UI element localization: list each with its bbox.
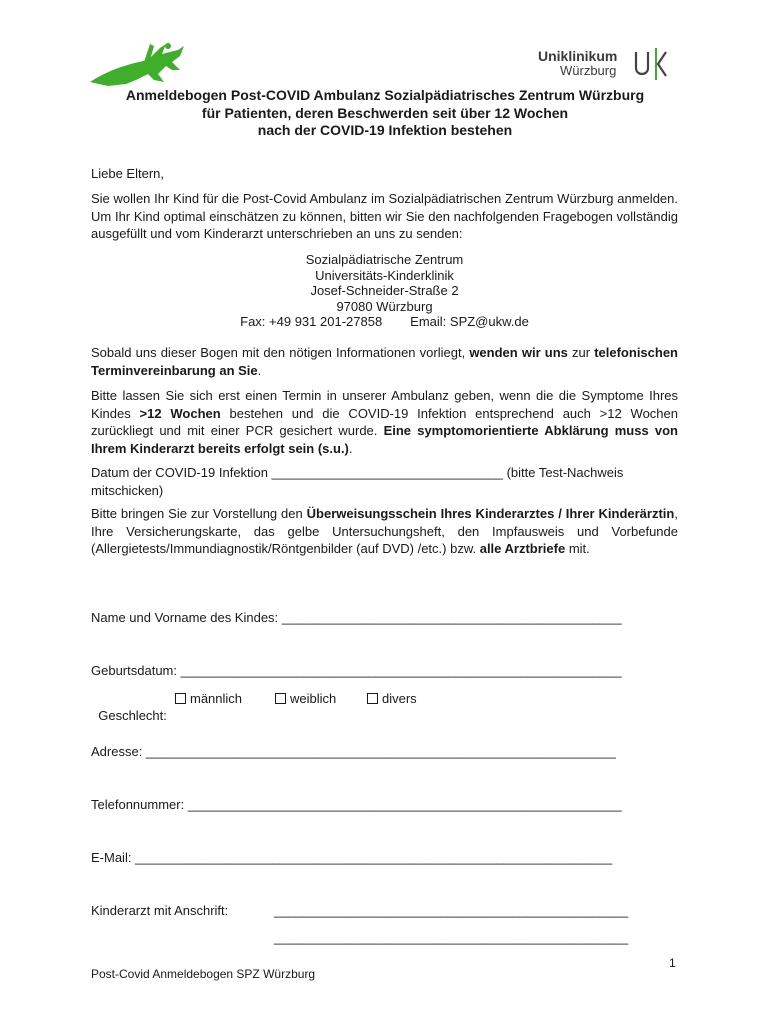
birthdate-field[interactable]: Geburtsdatum: _____________________________________________________________ [91, 663, 622, 678]
text-segment: , Ihre Versicherungskarte, das gelbe Untersuchungsheft, den Impfausweis und Vorbefunde (Allergietests/Immundiagnostik/Röntgenbilder (auf DVD) /etc.) bzw. [91, 506, 678, 556]
checkbox-female[interactable] [275, 693, 286, 704]
email-address: Email: SPZ@ukw.de [410, 314, 529, 329]
org-name: Uniklinikum [538, 48, 618, 64]
pediatrician-field-1[interactable]: _________________________________________________ [274, 903, 629, 918]
address-line-4: 97080 Würzburg [336, 298, 433, 314]
intro-paragraph: Sie wollen Ihr Kind für die Post-Covid Ambulanz im Sozialpädiatrischen Zentrum Würzburg anmelden. Um Ihr Kind optimal einschätzen zu können, bitten wir Sie den nachfolgenden Fragebogen vollständig ausgefüllt und vom Kinderarzt unterschrieben an uns zu senden: [91, 191, 678, 241]
uniklinikum-logo [538, 46, 678, 82]
infection-date-field[interactable]: Datum der COVID-19 Infektion ________________________________ (bitte Test-Nachweis mitschicken) [91, 465, 624, 498]
text-segment: Bitte lassen Sie sich erst einen Termin in unserer Ambulanz geben, wenn die die Symptome Ihres Kindes [91, 388, 678, 421]
footer-text: Post-Covid Anmeldebogen SPZ Würzburg [91, 967, 316, 981]
text-segment: bestehen und die COVID-19 Infektion entsprechend auch >12 Wochen zurückliegt und mit einer PCR gesichert wurde. [91, 405, 678, 438]
text-segment: mit. [565, 541, 590, 556]
child-name-field[interactable]: Name und Vorname des Kindes: _______________________________________________ [91, 610, 622, 625]
text-segment: . [348, 440, 353, 456]
gender-label: Geschlecht: [98, 708, 167, 723]
gender-diverse-option[interactable] [367, 690, 417, 707]
bold-segment: telefonischen Terminvereinbarung an Sie [91, 345, 678, 378]
symptoms-paragraph [91, 387, 678, 457]
documents-paragraph [91, 505, 678, 558]
email-field[interactable]: E-Mail: __________________________________________________________________ [91, 850, 613, 865]
phone-field[interactable]: Telefonnummer: ____________________________________________________________ [91, 797, 622, 812]
gender-row [91, 690, 681, 775]
address-line-3: Josef-Schneider-Straße 2 [310, 283, 459, 298]
text-segment: zur [567, 345, 595, 360]
title-line-2: für Patienten, deren Beschwerden seit über 12 Wochen [201, 104, 569, 121]
address-line-1: Sozialpädiatrische Zentrum [305, 252, 464, 267]
bold-segment: wenden wir uns [469, 345, 568, 360]
address-line-2: Universitäts-Kinderklinik [315, 267, 454, 283]
contact-line [91, 314, 678, 330]
address-field[interactable]: Adresse: _________________________________________________________________ [91, 744, 616, 759]
bold-segment: Überweisungsschein Ihres Kinderarztes / Ihrer Kinderärztin [306, 506, 675, 521]
pediatrician-label: Kinderarzt mit Anschrift: [91, 903, 229, 918]
spz-logo [88, 40, 188, 88]
page-number: 1 [669, 956, 676, 970]
ukw-mark-icon [632, 46, 672, 82]
bold-segment: alle Arztbriefe [479, 541, 566, 556]
gender-male-label: männlich [190, 691, 243, 706]
gender-female-label: weiblich [290, 691, 337, 706]
gender-diverse-label: divers [382, 691, 417, 706]
contact-paragraph [91, 344, 678, 379]
bold-segment: >12 Wochen [139, 405, 221, 421]
text-segment: Sobald uns dieser Bogen mit den nötigen Informationen vorliegt, [91, 345, 470, 360]
bold-segment: Eine symptomorientierte Abklärung muss von Ihrem Kinderarzt bereits erfolgt sein (s.u.) [91, 423, 679, 456]
gender-male-option[interactable] [175, 690, 242, 707]
fax-number: Fax: +49 931 201-27858 [240, 314, 383, 329]
title-line-3: nach der COVID-19 Infektion bestehen [257, 122, 513, 138]
page-title [60, 87, 710, 140]
gender-female-option[interactable] [275, 690, 336, 707]
title-line-1: Anmeldebogen Post-COVID Ambulanz Sozialpädiatrisches Zentrum Würzburg [125, 87, 645, 103]
checkbox-male[interactable] [175, 693, 186, 704]
pediatrician-field-2[interactable]: _________________________________________________ [274, 930, 629, 945]
address-block [91, 252, 678, 330]
org-city: Würzburg [560, 63, 617, 78]
greeting: Liebe Eltern, [91, 166, 164, 181]
text-segment: Bitte bringen Sie zur Vorstellung den [91, 506, 307, 521]
checkbox-diverse[interactable] [367, 693, 378, 704]
text-segment: . [257, 362, 262, 378]
